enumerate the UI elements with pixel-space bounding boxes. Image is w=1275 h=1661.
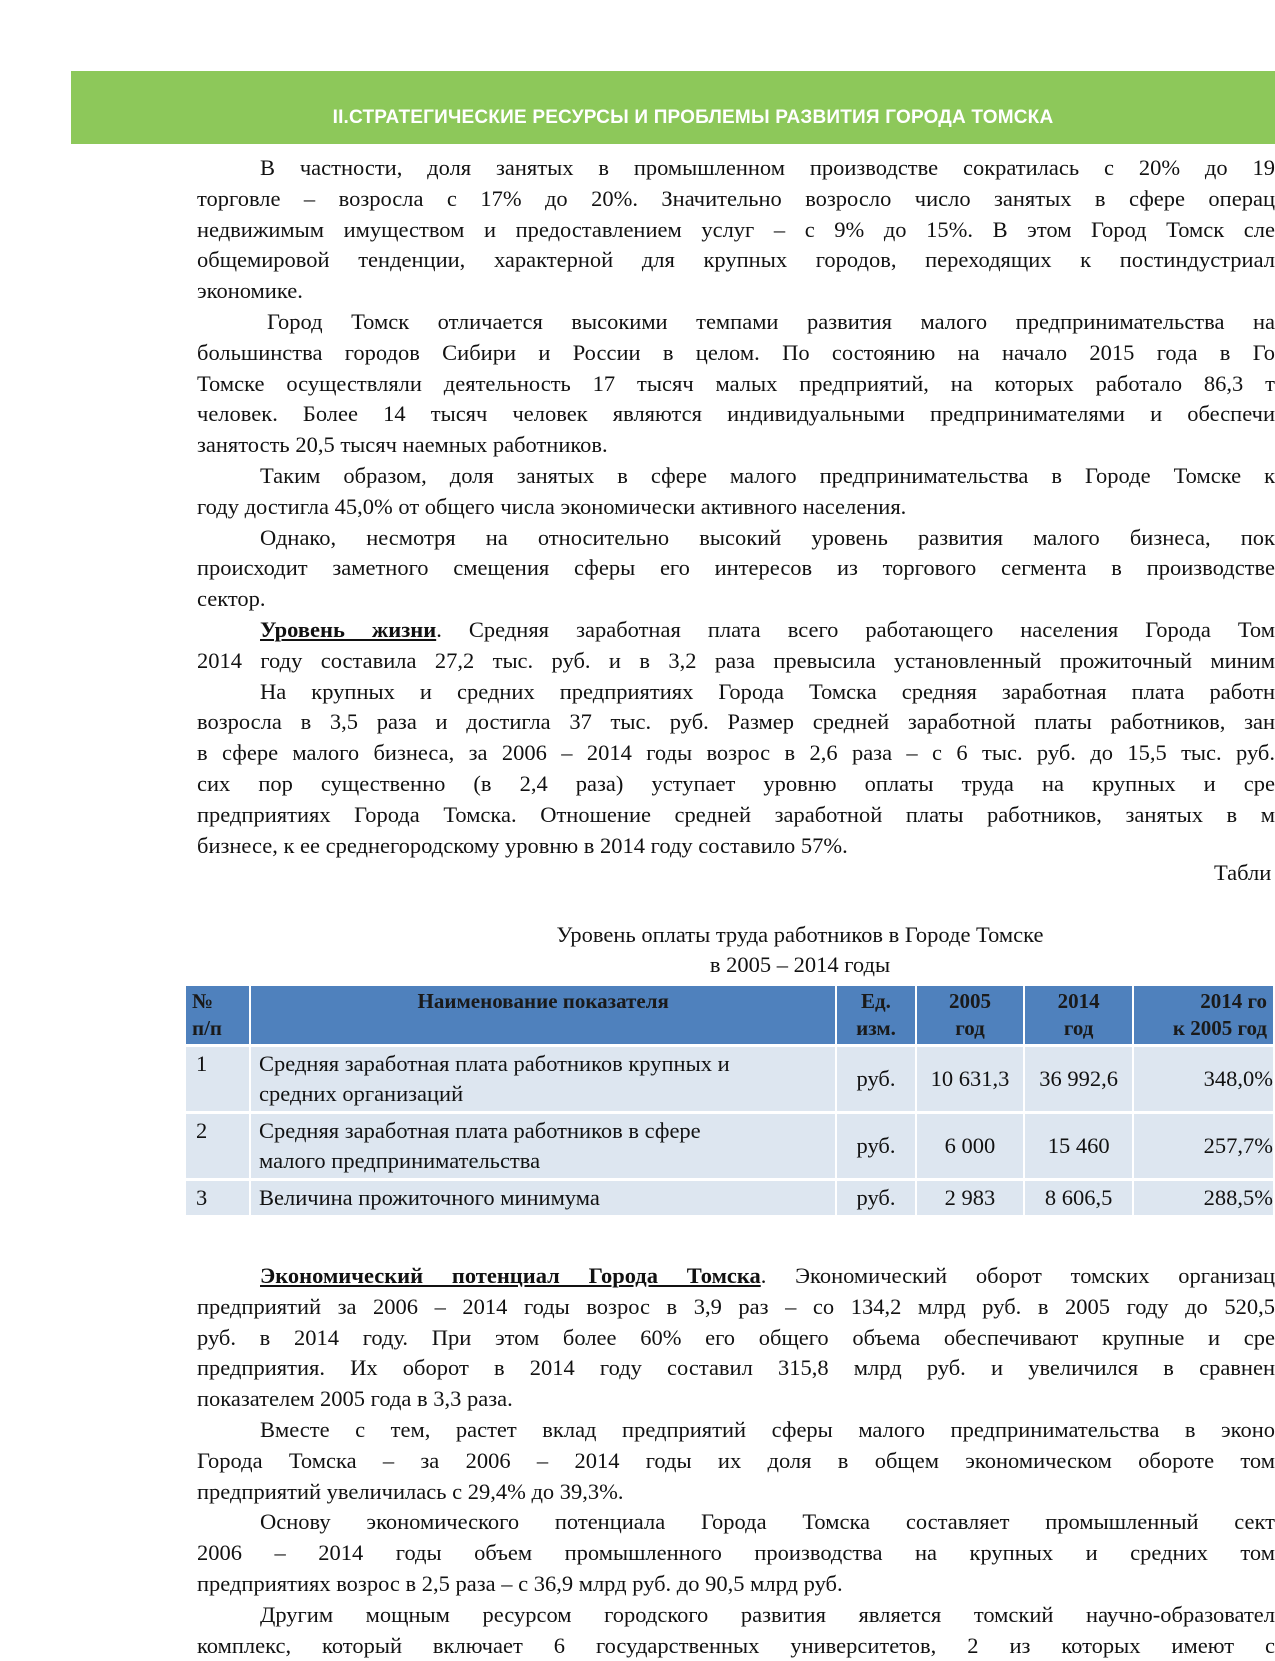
paragraph-line: сих пор существенно (в 2,4 раза) уступает уровню оплаты труда на крупных и сре xyxy=(197,770,1275,796)
table-row xyxy=(186,1181,1273,1215)
economic-potential-heading: Экономический потенциал Города Томска xyxy=(260,1263,761,1288)
paragraph-line: 2006 – 2014 годы объем промышленного производства на крупных и средних том xyxy=(197,1540,1275,1566)
table-row xyxy=(186,1114,1273,1178)
paragraph-line: На крупных и средних предприятиях Города Томска средняя заработная плата работн xyxy=(260,678,1275,704)
paragraph-line: Города Томска – за 2006 – 2014 годы их доля в общем экономическом обороте том xyxy=(197,1447,1275,1473)
row-number: 3 xyxy=(186,1181,249,1215)
paragraph-line: комплекс, который включает 6 государственных университетов, 2 из которых имеют с xyxy=(197,1632,1275,1658)
paragraph-line: предприятий увеличилась с 29,4% до 39,3%. xyxy=(197,1478,624,1504)
column-header: 2014 го к 2005 год xyxy=(1134,986,1273,1044)
column-header: 2014 год xyxy=(1025,986,1132,1044)
row-value-2014: 8 606,5 xyxy=(1025,1181,1132,1215)
paragraph-line: Томске осуществляли деятельность 17 тысяч малых предприятий, на которых работало 86,3 т xyxy=(197,370,1275,396)
paragraph-line: В частности, доля занятых в промышленном производстве сократилась с 20% до 19 xyxy=(260,155,1275,180)
paragraph-line: экономике. xyxy=(197,278,303,304)
paragraph-line: торговле – возросла с 17% до 20%. Значительно возросло число занятых в сфере операц xyxy=(197,185,1275,211)
body-text-section-1 xyxy=(197,153,1275,861)
paragraph-line: Экономический потенциал Города Томска. Экономический оборот томских организац xyxy=(260,1263,1275,1288)
column-header: Наименование показателя xyxy=(251,986,835,1044)
table-caption-line: в 2005 – 2014 годы xyxy=(709,952,891,977)
paragraph-line: человек. Более 14 тысяч человек являются индивидуальными предпринимателями и обеспечи xyxy=(197,401,1275,427)
paragraph-line: показателем 2005 года в 3,3 раза. xyxy=(197,1386,513,1412)
body-text-section-2 xyxy=(197,1261,1275,1661)
wage-table xyxy=(184,983,1275,1218)
row-name: Средняя заработная плата работников крупных и средних организаций xyxy=(251,1047,835,1111)
section-title: II.СТРАТЕГИЧЕСКИЕ РЕСУРСЫ И ПРОБЛЕМЫ РАЗВИТИЯ ГОРОДА ТОМСКА xyxy=(332,107,1054,128)
table-reference: Табли xyxy=(1214,860,1272,885)
row-value-2005: 6 000 xyxy=(917,1114,1024,1178)
paragraph-line: Таким образом, доля занятых в сфере малого предпринимательства в Городе Томске к xyxy=(260,462,1275,488)
paragraph-line: происходит заметного смещения сферы его интересов из торгового сегмента в производстве xyxy=(197,555,1275,581)
row-value-2005: 10 631,3 xyxy=(917,1047,1024,1111)
paragraph-line: бизнесе, к ее среднегородскому уровню в 2014 году составило 57%. xyxy=(197,832,848,858)
row-number: 1 xyxy=(186,1047,249,1111)
table-caption-line: Уровень оплаты труда работников в Городе Томске xyxy=(556,922,1044,947)
paragraph-line: Уровень жизни. Средняя заработная плата всего работающего населения Города Том xyxy=(260,616,1275,642)
paragraph-line: возросла в 3,5 раза и достигла 37 тыс. руб. Размер средней заработной платы работников, зан xyxy=(197,709,1275,735)
row-value-2014: 36 992,6 xyxy=(1025,1047,1132,1111)
column-header: № п/п xyxy=(186,986,249,1044)
paragraph-line: сектор. xyxy=(197,586,266,612)
row-ratio: 348,0% xyxy=(1134,1047,1273,1111)
row-ratio: 288,5% xyxy=(1134,1181,1273,1215)
table-caption xyxy=(400,920,1200,980)
row-number: 2 xyxy=(186,1114,249,1178)
paragraph-line: Однако, несмотря на относительно высокий уровень развития малого бизнеса, пок xyxy=(260,524,1275,550)
paragraph-line: предприятий за 2006 – 2014 годы возрос в 3,9 раз – со 134,2 млрд руб. в 2005 году до 520,5 xyxy=(197,1293,1275,1319)
paragraph-line: общемировой тенденции, характерной для крупных городов, переходящих к постиндустриал xyxy=(197,247,1275,273)
paragraph-line: Город Томск отличается высокими темпами развития малого предпринимательства на xyxy=(267,308,1275,334)
paragraph-line: в сфере малого бизнеса, за 2006 – 2014 годы возрос в 2,6 раза – с 6 тыс. руб. до 15,5 тыс. руб. xyxy=(197,740,1275,766)
paragraph-line: недвижимым имуществом и предоставлением услуг – с 9% до 15%. В этом Город Томск сле xyxy=(197,216,1275,242)
table-header-row xyxy=(186,986,1273,1044)
living-standard-heading: Уровень жизни xyxy=(260,616,437,642)
row-value-2005: 2 983 xyxy=(917,1181,1024,1215)
column-header: 2005 год xyxy=(917,986,1024,1044)
row-value-2014: 15 460 xyxy=(1025,1114,1132,1178)
row-name: Величина прожиточного минимума xyxy=(251,1181,835,1215)
column-header: Ед. изм. xyxy=(837,986,914,1044)
row-unit: руб. xyxy=(837,1181,914,1215)
row-ratio: 257,7% xyxy=(1134,1114,1273,1178)
paragraph-line: Основу экономического потенциала Города Томска составляет промышленный сект xyxy=(260,1509,1275,1535)
table-row xyxy=(186,1047,1273,1111)
paragraph-line: предприятиях Города Томска. Отношение средней заработной платы работников, занятых в м xyxy=(197,801,1275,827)
paragraph-line: предприятия. Их оборот в 2014 году составил 315,8 млрд руб. и увеличился в сравнен xyxy=(197,1355,1275,1381)
paragraph-line: 2014 году составила 27,2 тыс. руб. и в 3,2 раза превысила установленный прожиточный миним xyxy=(197,647,1275,673)
paragraph-line: году достигла 45,0% от общего числа экономически активного населения. xyxy=(197,493,907,519)
section-header-banner xyxy=(71,71,1275,144)
paragraph-line: предприятиях возрос в 2,5 раза – с 36,9 млрд руб. до 90,5 млрд руб. xyxy=(197,1570,843,1596)
paragraph-line: занятость 20,5 тысяч наемных работников. xyxy=(197,432,608,458)
row-unit: руб. xyxy=(837,1114,914,1178)
paragraph-line: руб. в 2014 году. При этом более 60% его общего объема обеспечивают крупные и сре xyxy=(197,1324,1275,1350)
row-name: Средняя заработная плата работников в сфере малого предпринимательства xyxy=(251,1114,835,1178)
paragraph-line: Вместе с тем, растет вклад предприятий сферы малого предпринимательства в эконо xyxy=(260,1416,1275,1442)
paragraph-line: Другим мощным ресурсом городского развития является томский научно-образовател xyxy=(260,1601,1275,1627)
paragraph-line: большинства городов Сибири и России в целом. По состоянию на начало 2015 года в Го xyxy=(197,339,1275,365)
row-unit: руб. xyxy=(837,1047,914,1111)
